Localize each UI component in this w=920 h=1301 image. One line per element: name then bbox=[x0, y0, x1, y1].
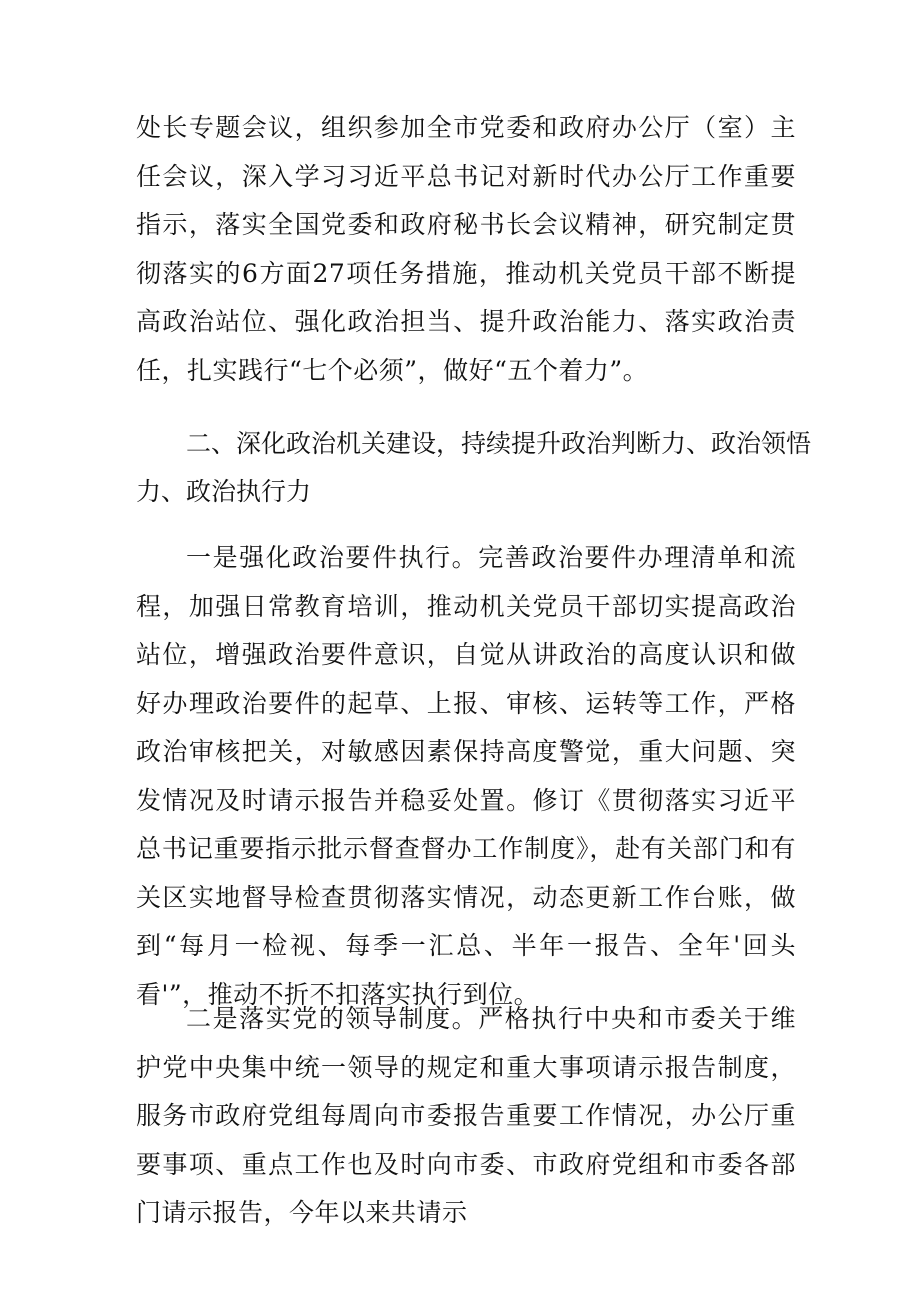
paragraph-party-leadership: 二是落实党的领导制度。严格执行中央和市委关于维护党中央集中统一领导的规定和重大事项请示报告制度，服务市政府党组每周向市委报告重要工作情况，办公厅重要事项、重点工作也及时向市委、市政府党组和市委各部门请示报告，今年以来共请示 bbox=[136, 1004, 796, 1227]
paragraph-political-documents: 一是强化政治要件执行。完善政治要件办理清单和流程，加强日常教育培训，推动机关党员干部切实提高政治站位，增强政治要件意识，自觉从讲政治的高度认识和做好办理政治要件的起草、上报、审核、运转等工作，严格政治审核把关，对敏感因素保持高度警觉，重大问题、突发情况及时请示报告并稳妥处置。修订《贯彻落实习近平总书记重要指示批示督查督办工作制度》，赴有关部门和有关区实地督导检查贯彻落实情况，动态更新工作台账，做到“每月一检视、每季一汇总、半年一报告、全年'回头看'”，推动不折不扣落实执行到位。 bbox=[136, 543, 796, 1009]
section-heading-political-organ: 二、深化政治机关建设，持续提升政治判断力、政治领悟力、政治执行力 bbox=[136, 429, 812, 506]
paragraph-meeting-study: 处长专题会议，组织参加全市党委和政府办公厅（室）主任会议，深入学习习近平总书记对新时代办公厅工作重要指示，落实全国党委和政府秘书长会议精神，研究制定贯彻落实的6方面27项任务措施，推动机关党员干部不断提高政治站位、强化政治担当、提升政治能力、落实政治责任，扎实践行“七个必须”，做好“五个着力”。 bbox=[136, 113, 796, 385]
